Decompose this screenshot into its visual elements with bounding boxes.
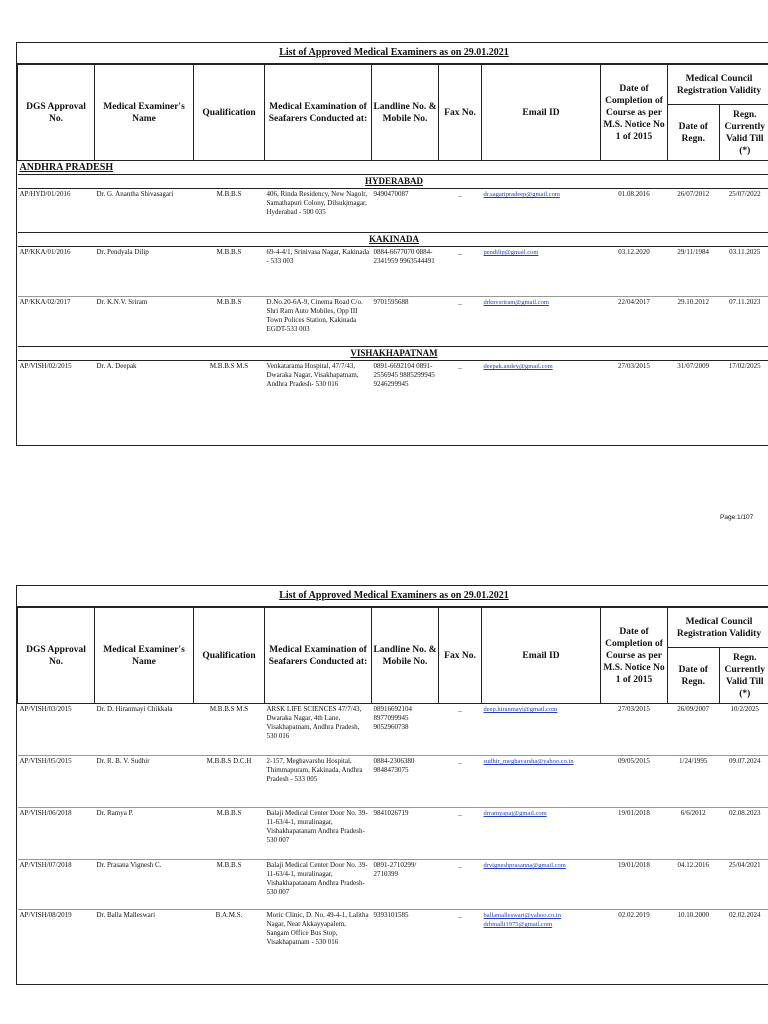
- dgs-approval-no: AP/KKA/02/2017: [18, 297, 95, 347]
- qualification: M.B.B.S: [194, 247, 265, 297]
- completion-date: 19/01/2018: [601, 808, 668, 860]
- document-page-1: [16, 42, 768, 446]
- header-exam-place: Medical Examination of Seafarers Conducted at:: [265, 65, 372, 161]
- qualification: M.B.B.S: [194, 189, 265, 233]
- header-phone: Landline No. & Mobile No.: [372, 608, 439, 704]
- document-page-2: [16, 585, 768, 985]
- email-link[interactable]: dr.sagaripradeep@gmail.com: [483, 191, 560, 198]
- phone-numbers: 0891-6692104 0891-2556945 9885299945 9246299945: [372, 361, 439, 413]
- header-council: Medical Council Registration Validity: [668, 65, 768, 105]
- regn-date: 1/24/1995: [668, 756, 720, 808]
- city-heading: VISHAKHAPATNAM: [18, 347, 768, 361]
- table-header: [18, 65, 768, 161]
- exam-address: Balaji Medical Center Door No. 39-11-63/4-1, muralinagar, Vishakhapatanam Andhra Pradesh- 530 007: [265, 860, 372, 910]
- fax-no: _: [439, 189, 482, 233]
- exam-address: Balaji Medical Center Door No. 39-11-63/4-1, muralinagar, Vishakhapatanam Andhra Pradesh- 530 007: [265, 808, 372, 860]
- header-qualification: Qualification: [194, 608, 265, 704]
- exam-address: D.No.20-6A-9, Cinema Road C/o. Shri Ram Auto Mobiles, Opp III Town Polices Station, Kakinada EGDT-533 003: [265, 297, 372, 347]
- dgs-approval-no: AP/VISH/03/2015: [18, 704, 95, 756]
- examiner-name: Dr. Balla Malleswari: [95, 910, 194, 970]
- header-fax: Fax No.: [439, 65, 482, 161]
- email-link[interactable]: sudhir_meghavarsha@yahoo.co.in: [483, 758, 574, 765]
- dgs-approval-no: AP/VISH/05/2015: [18, 756, 95, 808]
- dgs-approval-no: AP/VISH/07/2018: [18, 860, 95, 910]
- dgs-approval-no: AP/KKA/01/2016: [18, 247, 95, 297]
- examiner-name: Dr. A. Deepak: [95, 361, 194, 413]
- email-link[interactable]: drramyapaj@gmail.com: [483, 810, 547, 817]
- regn-date: 29.10.2012: [668, 297, 720, 347]
- exam-address: 2-157, Meghavarshu Hospital, Thimmapuram, Kakinada, Andhra Pradesh - 533 005: [265, 756, 372, 808]
- completion-date: 27/03/2015: [601, 361, 668, 413]
- fax-no: _: [439, 910, 482, 970]
- examiner-name: Dr. Prasana Vignesh C.: [95, 860, 194, 910]
- header-regn-date: Date of Regn.: [668, 105, 720, 161]
- header-email: Email ID: [482, 608, 601, 704]
- fax-no: _: [439, 247, 482, 297]
- table-row: [18, 910, 768, 970]
- email-link[interactable]: pendilip@gmail.com: [483, 249, 539, 256]
- email-link[interactable]: deepak.andey@gmail.com: [483, 363, 553, 370]
- fax-no: _: [439, 860, 482, 910]
- regn-valid-till: 25/04/2021: [719, 860, 768, 910]
- completion-date: 03.12.2020: [601, 247, 668, 297]
- email-link[interactable]: ballamalleswari@yahoo.co.in drbmalli1975@gmail.com: [483, 912, 561, 928]
- completion-date: 19/01/2018: [601, 860, 668, 910]
- email-link[interactable]: deep.hiranmayi@gmail.com: [483, 706, 558, 713]
- header-phone: Landline No. & Mobile No.: [372, 65, 439, 161]
- dgs-approval-no: AP/VISH/02/2015: [18, 361, 95, 413]
- table-row: [18, 247, 768, 297]
- regn-date: 31/07/2009: [668, 361, 720, 413]
- phone-numbers: 08916692104 8977099945 9052960738: [372, 704, 439, 756]
- regn-date: 6/6/2012: [668, 808, 720, 860]
- examiner-name: Dr. R. B. V. Sudhir: [95, 756, 194, 808]
- header-email: Email ID: [482, 65, 601, 161]
- table-row: [18, 189, 768, 233]
- qualification: M.B.B.S: [194, 297, 265, 347]
- qualification: M.B.B.S: [194, 860, 265, 910]
- examiners-table: [17, 64, 768, 413]
- header-dgs: DGS Approval No.: [18, 608, 95, 704]
- phone-numbers: 0884-6677070 0884-2341959 9963544491: [372, 247, 439, 297]
- header-exam-place: Medical Examination of Seafarers Conducted at:: [265, 608, 372, 704]
- regn-date: 29/11/1984: [668, 247, 720, 297]
- phone-numbers: 9490470087: [372, 189, 439, 233]
- qualification: M.B.B.S M.S: [194, 361, 265, 413]
- page-number: Page:1/107: [720, 514, 754, 521]
- regn-valid-till: 17/02/2025: [719, 361, 768, 413]
- header-council: Medical Council Registration Validity: [668, 608, 768, 648]
- document-title: List of Approved Medical Examiners as on 29.01.2021: [17, 43, 768, 64]
- qualification: M.B.B.S D.C.H: [194, 756, 265, 808]
- regn-date: 04.12.2016: [668, 860, 720, 910]
- regn-valid-till: 02.02.2024: [719, 910, 768, 970]
- document-title: List of Approved Medical Examiners as on 29.01.2021: [17, 586, 768, 607]
- regn-valid-till: 25/07/2022: [719, 189, 768, 233]
- examiners-table: [17, 607, 768, 970]
- exam-address: ARSK LIFE SCIENCES 47/7/43, Dwaraka Nagar, 4th Lane, Visakhapatnam, Andhra Pradesh, 530 016: [265, 704, 372, 756]
- completion-date: 01.08.2016: [601, 189, 668, 233]
- completion-date: 09/05/2015: [601, 756, 668, 808]
- table-row: [18, 756, 768, 808]
- regn-valid-till: 03.11.2025: [719, 247, 768, 297]
- table-row: [18, 860, 768, 910]
- state-heading: ANDHRA PRADESH: [19, 162, 114, 173]
- header-regn-date: Date of Regn.: [668, 648, 720, 704]
- examiner-name: Dr. D. Hiranmayi Chikkala: [95, 704, 194, 756]
- phone-numbers: 0884-2306380 9848473075: [372, 756, 439, 808]
- header-fax: Fax No.: [439, 608, 482, 704]
- table-row: [18, 361, 768, 413]
- regn-valid-till: 07.11.2023: [719, 297, 768, 347]
- table-header: [18, 608, 768, 704]
- table-row: [18, 297, 768, 347]
- exam-address: Venkatarama Hospital, 47/7/43, Dwaraka Nagar, Visakhapatnam, Andhra Pradesh- 530 016: [265, 361, 372, 413]
- completion-date: 02.02.2019: [601, 910, 668, 970]
- completion-date: 27/03/2015: [601, 704, 668, 756]
- fax-no: _: [439, 808, 482, 860]
- header-name: Medical Examiner's Name: [95, 608, 194, 704]
- examiner-name: Dr. Ramya P.: [95, 808, 194, 860]
- regn-valid-till: 10/2/2025: [719, 704, 768, 756]
- examiner-name: Dr. K.N.V. Sriram: [95, 297, 194, 347]
- city-heading: KAKINADA: [18, 233, 768, 247]
- phone-numbers: 9841026719: [372, 808, 439, 860]
- fax-no: _: [439, 361, 482, 413]
- regn-date: 26/07/2012: [668, 189, 720, 233]
- regn-valid-till: 02.08.2023: [719, 808, 768, 860]
- header-completion: Date of Completion of Course as per M.S. Notice No 1 of 2015: [601, 65, 668, 161]
- city-heading: HYDERABAD: [18, 175, 768, 189]
- header-dgs: DGS Approval No.: [18, 65, 95, 161]
- fax-no: _: [439, 704, 482, 756]
- header-regn-valid: Regn. Currently Valid Till (*): [719, 648, 768, 704]
- dgs-approval-no: AP/VISH/06/2018: [18, 808, 95, 860]
- examiner-name: Dr. G. Anantha Shivasagari: [95, 189, 194, 233]
- regn-date: 10.10.2000: [668, 910, 720, 970]
- qualification: M.B.B.S M.S: [194, 704, 265, 756]
- header-name: Medical Examiner's Name: [95, 65, 194, 161]
- header-regn-valid: Regn. Currently Valid Till (*): [719, 105, 768, 161]
- fax-no: _: [439, 756, 482, 808]
- dgs-approval-no: AP/VISH/08/2019: [18, 910, 95, 970]
- table-row: [18, 704, 768, 756]
- phone-numbers: 9393101585: [372, 910, 439, 970]
- header-qualification: Qualification: [194, 65, 265, 161]
- email-link[interactable]: drvigneshprasanna@gmail.com: [483, 862, 566, 869]
- completion-date: 22/04/2017: [601, 297, 668, 347]
- phone-numbers: 9701595688: [372, 297, 439, 347]
- regn-valid-till: 09.07.2024: [719, 756, 768, 808]
- exam-address: 406, Rinda Residency, New Nagolr, Samathapuri Colony, Dilsukjmagar, Hyderabad - 500 035: [265, 189, 372, 233]
- examiner-name: Dr. Pendyala Dilip: [95, 247, 194, 297]
- qualification: B.A.M.S.: [194, 910, 265, 970]
- exam-address: 69-4-4/1, Srinivasa Nagar, Kakinada - 533 003: [265, 247, 372, 297]
- exam-address: Moric Clinic, D. No. 49-4-1, Lalitha Nagar, Near Akkayyapalem, Sangam Office Bus Stop, Visakhapatnam - 530 016: [265, 910, 372, 970]
- regn-date: 26/09/2007: [668, 704, 720, 756]
- dgs-approval-no: AP/HYD/01/2016: [18, 189, 95, 233]
- email-link[interactable]: drknvsriram@gmail.com: [483, 299, 549, 306]
- table-row: [18, 808, 768, 860]
- fax-no: _: [439, 297, 482, 347]
- qualification: M.B.B.S: [194, 808, 265, 860]
- phone-numbers: 0891-2710299/ 2710399: [372, 860, 439, 910]
- header-completion: Date of Completion of Course as per M.S. Notice No 1 of 2015: [601, 608, 668, 704]
